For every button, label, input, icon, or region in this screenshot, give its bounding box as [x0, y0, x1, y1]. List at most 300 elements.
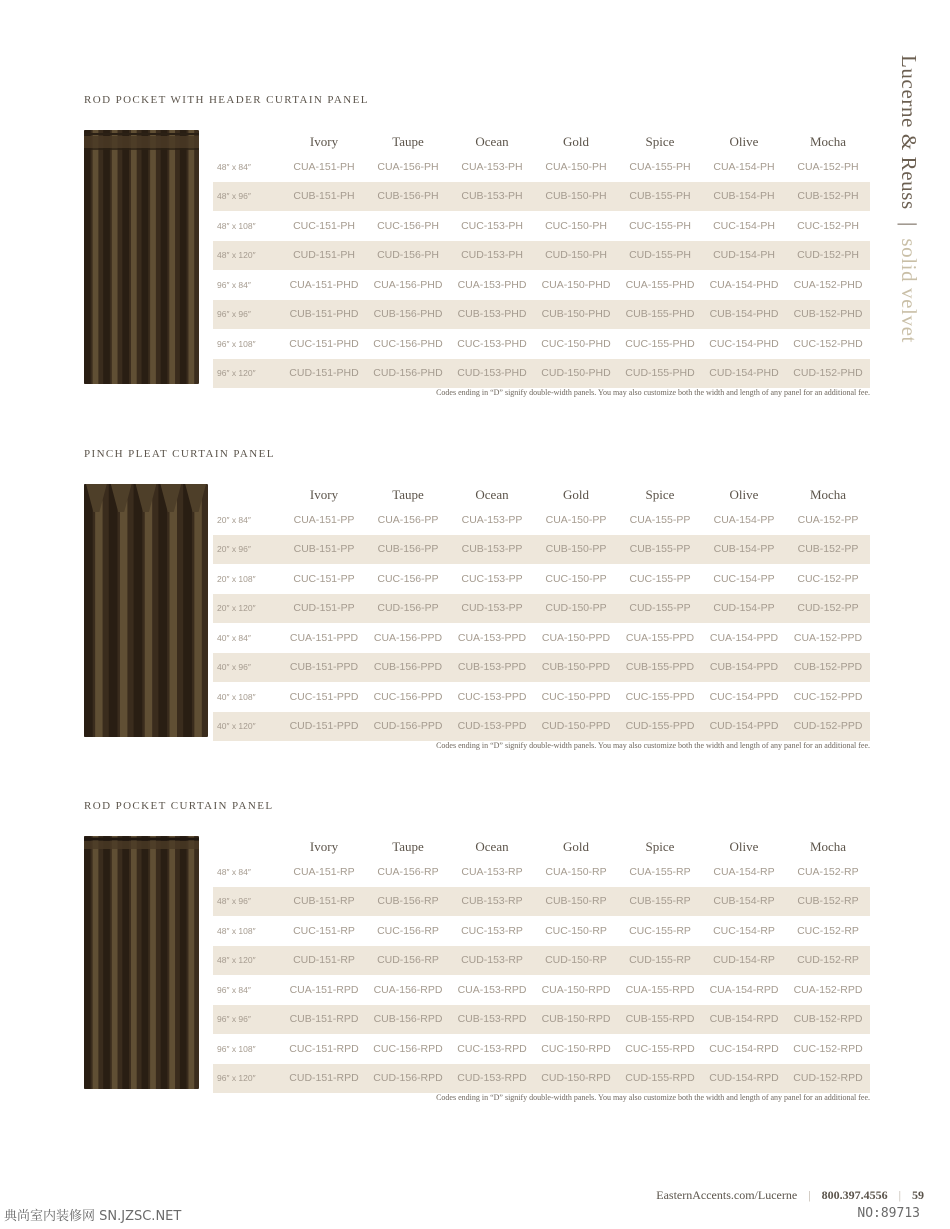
product-code-cell: CUB-155-PPD	[618, 653, 702, 683]
size-cell: 96″ x 84″	[217, 279, 251, 290]
product-code-cell: CUC-155-RP	[629, 924, 691, 937]
table-row	[213, 535, 870, 565]
product-code-cell: CUA-152-PH	[797, 160, 859, 173]
table-row	[213, 564, 870, 594]
size-cell: 48″ x 84″	[217, 866, 251, 877]
product-code-cell: CUA-156-PPD	[373, 631, 443, 644]
double-width-note: Codes ending in “D” signify double-width panels. You may also customize both the width and length of any panel for an additional fee.	[436, 1093, 870, 1102]
product-code-cell: CUB-151-PHD	[282, 300, 366, 330]
color-header: Ivory	[309, 134, 339, 149]
product-code-cell: CUC-153-RP	[461, 924, 523, 937]
table-row	[213, 241, 870, 271]
product-code-cell: CUA-151-PPD	[289, 631, 359, 644]
curtain-fold-highlight	[95, 484, 102, 737]
color-header: Mocha	[809, 487, 847, 502]
product-code-cell: CUB-152-RPD	[786, 1005, 870, 1035]
product-code-cell: CUB-155-PP	[618, 535, 702, 565]
curtain-pinch-pleat-image	[84, 484, 208, 737]
product-code-cell: CUB-151-RP	[282, 887, 366, 917]
product-code-cell: CUB-153-RPD	[450, 1005, 534, 1035]
product-code-cell: CUB-152-PHD	[786, 300, 870, 330]
footer-phone: 800.397.4556	[821, 1188, 888, 1202]
product-code-cell: CUD-155-PHD	[618, 359, 702, 389]
product-code-cell: CUD-155-PPD	[618, 712, 702, 742]
product-code-cell: CUC-156-PHD	[373, 337, 443, 350]
curtain-fold-shadow	[183, 484, 192, 737]
size-cell: 40″ x 84″	[217, 632, 251, 643]
product-code-cell: CUD-155-RPD	[618, 1064, 702, 1094]
product-code-cell: CUD-150-RPD	[534, 1064, 618, 1094]
table-row	[213, 1064, 870, 1094]
product-code-cell: CUB-154-PP	[702, 535, 786, 565]
color-header: Ivory	[309, 839, 339, 854]
size-cell: 20″ x 120″	[213, 594, 282, 624]
section-title: ROD POCKET CURTAIN PANEL	[84, 800, 274, 812]
product-code-cell: CUC-156-PPD	[373, 690, 443, 703]
product-code-cell: CUA-150-PHD	[541, 278, 611, 291]
curtain-fold-highlight	[131, 836, 137, 1089]
curtain-fold-shadow	[134, 484, 143, 737]
color-header: Taupe	[392, 487, 424, 502]
table-row	[213, 152, 870, 182]
color-header: Gold	[563, 487, 589, 502]
section-title: PINCH PLEAT CURTAIN PANEL	[84, 448, 275, 460]
product-code-cell: CUA-156-PHD	[373, 278, 443, 291]
color-header: Gold	[563, 134, 589, 149]
color-header: Olive	[729, 839, 759, 854]
curtain-fold-highlight	[170, 484, 177, 737]
brand-separator: |	[897, 221, 921, 227]
product-code-cell: CUA-150-RPD	[541, 983, 611, 996]
color-header: Ocean	[475, 839, 509, 854]
product-code-cell: CUB-156-PP	[366, 535, 450, 565]
product-code-cell: CUD-152-PHD	[786, 359, 870, 389]
page-footer	[656, 1188, 924, 1203]
product-code-cell: CUD-153-PHD	[450, 359, 534, 389]
table-row	[213, 300, 870, 330]
product-code-cell: CUD-151-PH	[282, 241, 366, 271]
product-code-cell: CUB-156-PH	[366, 182, 450, 212]
product-code-cell: CUB-154-RP	[702, 887, 786, 917]
table-row	[213, 857, 870, 887]
table-row	[213, 916, 870, 946]
product-code-cell: CUB-153-PPD	[450, 653, 534, 683]
product-code-cell: CUC-151-RP	[293, 924, 355, 937]
size-cell: 20″ x 96″	[213, 535, 282, 565]
color-header: Olive	[729, 134, 759, 149]
product-code-cell: CUC-153-PPD	[457, 690, 527, 703]
product-code-cell: CUD-150-PH	[534, 241, 618, 271]
product-code-cell: CUB-152-RP	[786, 887, 870, 917]
product-code-cell: CUC-154-RPD	[709, 1042, 779, 1055]
product-code-cell: CUA-151-RP	[293, 865, 355, 878]
product-code-cell: CUA-153-PP	[461, 513, 523, 526]
color-header: Mocha	[809, 134, 847, 149]
table-row	[213, 887, 870, 917]
brand-name: Lucerne & Reuss	[897, 55, 921, 210]
table-row	[213, 712, 870, 742]
product-code-cell: CUA-154-RPD	[709, 983, 779, 996]
curtain-fold-shadow	[109, 484, 118, 737]
product-code-cell: CUD-156-PP	[366, 594, 450, 624]
product-code-cell: CUD-155-PH	[618, 241, 702, 271]
size-cell: 20″ x 108″	[217, 573, 256, 584]
product-code-cell: CUD-150-PP	[534, 594, 618, 624]
curtain-fold-highlight	[120, 484, 127, 737]
curtain-fold-shadow	[142, 130, 149, 384]
table-row	[213, 359, 870, 389]
product-code-cell: CUD-154-PHD	[702, 359, 786, 389]
product-code-cell: CUA-152-PP	[797, 513, 859, 526]
curtain-fold-highlight	[112, 130, 118, 384]
product-code-cell: CUC-153-RPD	[457, 1042, 527, 1055]
price-code-table	[213, 833, 870, 1093]
product-code-cell: CUA-156-PH	[377, 160, 439, 173]
product-code-cell: CUD-152-PPD	[786, 712, 870, 742]
product-code-cell: CUB-154-PHD	[702, 300, 786, 330]
product-code-cell: CUD-153-PH	[450, 241, 534, 271]
curtain-fold-shadow	[122, 130, 129, 384]
product-code-cell: CUB-155-RPD	[618, 1005, 702, 1035]
product-code-cell: CUA-156-RPD	[373, 983, 443, 996]
curtain-fold-shadow	[84, 484, 93, 737]
curtain-fold-shadow	[161, 836, 168, 1089]
product-code-cell: CUD-151-PHD	[282, 359, 366, 389]
curtain-fold-shadow	[180, 130, 187, 384]
product-code-cell: CUD-150-PHD	[534, 359, 618, 389]
product-code-cell: CUC-152-RP	[797, 924, 859, 937]
size-cell: 48″ x 96″	[213, 887, 282, 917]
curtain-fold-highlight	[93, 130, 99, 384]
footer-url[interactable]: EasternAccents.com/Lucerne	[656, 1188, 798, 1202]
color-header: Mocha	[809, 839, 847, 854]
product-code-cell: CUC-152-PHD	[793, 337, 863, 350]
product-code-cell: CUC-151-PP	[293, 572, 355, 585]
color-header: Spice	[645, 134, 675, 149]
product-code-cell: CUB-153-PH	[450, 182, 534, 212]
table-row	[213, 682, 870, 712]
product-code-cell: CUC-151-RPD	[289, 1042, 359, 1055]
product-code-cell: CUC-154-PPD	[709, 690, 779, 703]
curtain-fold-shadow	[180, 836, 187, 1089]
table-row	[213, 329, 870, 359]
product-code-cell: CUB-156-RPD	[366, 1005, 450, 1035]
size-cell: 96″ x 120″	[213, 359, 282, 389]
curtain-fold-shadow	[84, 130, 91, 384]
product-code-cell: CUD-150-PPD	[534, 712, 618, 742]
product-code-cell: CUB-154-RPD	[702, 1005, 786, 1035]
product-code-cell: CUD-154-PPD	[702, 712, 786, 742]
size-cell: 20″ x 84″	[217, 514, 251, 525]
product-code-cell: CUA-153-PPD	[457, 631, 527, 644]
product-code-cell: CUC-151-PHD	[289, 337, 359, 350]
product-code-cell: CUA-153-RPD	[457, 983, 527, 996]
size-cell: 96″ x 108″	[217, 338, 256, 349]
curtain-fold-highlight	[150, 130, 156, 384]
product-code-cell: CUA-156-RP	[377, 865, 439, 878]
product-code-cell: CUB-156-PPD	[366, 653, 450, 683]
size-cell: 40″ x 108″	[217, 691, 256, 702]
product-code-cell: CUA-152-RPD	[793, 983, 863, 996]
table-row	[213, 975, 870, 1005]
size-cell: 96″ x 84″	[217, 984, 251, 995]
product-code-cell: CUC-156-RP	[377, 924, 439, 937]
product-code-cell: CUC-152-PPD	[793, 690, 863, 703]
size-cell: 48″ x 84″	[217, 161, 251, 172]
product-code-cell: CUC-153-PHD	[457, 337, 527, 350]
curtain-fold-highlight	[150, 836, 156, 1089]
table-row	[213, 653, 870, 683]
product-code-cell: CUC-150-PHD	[541, 337, 611, 350]
curtain-rod-pocket-image	[84, 836, 199, 1089]
double-width-note: Codes ending in “D” signify double-width panels. You may also customize both the width and length of any panel for an additional fee.	[436, 388, 870, 397]
product-code-cell: CUD-154-PP	[702, 594, 786, 624]
product-code-cell: CUC-156-PP	[377, 572, 439, 585]
curtain-fold-highlight	[145, 484, 152, 737]
product-code-cell: CUA-155-PHD	[625, 278, 695, 291]
brand-title	[896, 55, 921, 343]
product-code-cell: CUD-150-RP	[534, 946, 618, 976]
curtain-fold-highlight	[169, 130, 175, 384]
product-code-cell: CUB-154-PPD	[702, 653, 786, 683]
product-code-cell: CUD-153-RPD	[450, 1064, 534, 1094]
product-code-cell: CUD-151-RPD	[282, 1064, 366, 1094]
product-code-cell: CUC-150-RP	[545, 924, 607, 937]
product-code-cell: CUA-156-PP	[377, 513, 439, 526]
product-code-cell: CUB-150-PHD	[534, 300, 618, 330]
watermark-right: NO:89713	[857, 1206, 920, 1221]
footer-divider: |	[898, 1188, 901, 1202]
product-code-cell: CUB-156-RP	[366, 887, 450, 917]
size-cell: 96″ x 120″	[213, 1064, 282, 1094]
product-code-cell: CUD-153-PPD	[450, 712, 534, 742]
product-code-cell: CUD-151-PP	[282, 594, 366, 624]
size-cell: 40″ x 120″	[213, 712, 282, 742]
product-code-cell: CUC-156-PH	[377, 219, 439, 232]
product-code-cell: CUB-150-RPD	[534, 1005, 618, 1035]
product-code-cell: CUB-150-PP	[534, 535, 618, 565]
product-code-cell: CUC-154-PP	[713, 572, 775, 585]
table-row	[213, 594, 870, 624]
product-code-cell: CUA-155-PPD	[625, 631, 695, 644]
product-code-cell: CUA-152-PHD	[793, 278, 863, 291]
product-code-cell: CUD-151-RP	[282, 946, 366, 976]
product-code-cell: CUC-154-RP	[713, 924, 775, 937]
product-code-cell: CUA-152-PPD	[793, 631, 863, 644]
curtain-rod-pocket-header-image	[84, 130, 199, 384]
product-code-cell: CUA-151-RPD	[289, 983, 359, 996]
curtain-fold-highlight	[188, 836, 194, 1089]
table-row	[213, 1005, 870, 1035]
table-header-row	[213, 128, 870, 152]
product-code-cell: CUB-153-PP	[450, 535, 534, 565]
curtain-fold-highlight	[188, 130, 194, 384]
curtain-fold-shadow	[161, 130, 168, 384]
curtain-svg	[84, 484, 208, 737]
double-width-note: Codes ending in “D” signify double-width panels. You may also customize both the width and length of any panel for an additional fee.	[436, 741, 870, 750]
product-code-cell: CUB-155-RP	[618, 887, 702, 917]
product-code-cell: CUA-154-PHD	[709, 278, 779, 291]
product-code-cell: CUD-154-RPD	[702, 1064, 786, 1094]
product-code-cell: CUA-151-PP	[293, 513, 355, 526]
product-code-cell: CUB-153-RP	[450, 887, 534, 917]
product-code-cell: CUA-155-RPD	[625, 983, 695, 996]
product-code-cell: CUD-152-RP	[786, 946, 870, 976]
product-code-cell: CUC-155-PPD	[625, 690, 695, 703]
color-header: Ocean	[475, 487, 509, 502]
size-cell: 96″ x 108″	[217, 1043, 256, 1054]
product-code-cell: CUA-150-PPD	[541, 631, 611, 644]
size-cell: 48″ x 96″	[213, 182, 282, 212]
table-row	[213, 270, 870, 300]
product-code-cell: CUB-151-PH	[282, 182, 366, 212]
section-title: ROD POCKET WITH HEADER CURTAIN PANEL	[84, 94, 369, 106]
curtain-fold-shadow	[103, 130, 110, 384]
product-code-cell: CUD-153-RP	[450, 946, 534, 976]
curtain-fold-highlight	[131, 130, 137, 384]
product-code-cell: CUD-152-PP	[786, 594, 870, 624]
curtain-fold-shadow	[103, 836, 110, 1089]
curtain-fold-shadow	[142, 836, 149, 1089]
product-code-cell: CUD-153-PP	[450, 594, 534, 624]
product-code-cell: CUC-155-PHD	[625, 337, 695, 350]
product-code-cell: CUC-150-RPD	[541, 1042, 611, 1055]
product-code-cell: CUA-153-RP	[461, 865, 523, 878]
product-code-cell: CUD-156-PPD	[366, 712, 450, 742]
table-header-row	[213, 833, 870, 857]
curtain-fold-highlight	[169, 836, 175, 1089]
color-header: Taupe	[392, 134, 424, 149]
product-code-cell: CUA-155-PH	[629, 160, 691, 173]
product-code-cell: CUC-150-PPD	[541, 690, 611, 703]
product-code-cell: CUA-154-RP	[713, 865, 775, 878]
size-column-header	[213, 481, 282, 505]
product-code-cell: CUC-153-PP	[461, 572, 523, 585]
product-code-cell: CUA-154-PP	[713, 513, 775, 526]
price-code-table	[213, 128, 870, 388]
product-code-cell: CUC-155-RPD	[625, 1042, 695, 1055]
product-code-cell: CUB-151-PP	[282, 535, 366, 565]
watermark-left: 典尚室内装修网 SN.JZSC.NET	[4, 1209, 182, 1224]
color-header: Gold	[563, 839, 589, 854]
color-header: Olive	[729, 487, 759, 502]
product-code-cell: CUB-154-PH	[702, 182, 786, 212]
size-cell: 96″ x 96″	[213, 300, 282, 330]
product-code-cell: CUA-152-RP	[797, 865, 859, 878]
product-code-cell: CUB-150-RP	[534, 887, 618, 917]
size-cell: 48″ x 120″	[213, 241, 282, 271]
color-header: Ocean	[475, 134, 509, 149]
product-code-cell: CUC-154-PH	[713, 219, 775, 232]
product-code-cell: CUC-154-PHD	[709, 337, 779, 350]
product-code-cell: CUA-154-PH	[713, 160, 775, 173]
curtain-fold-shadow	[122, 836, 129, 1089]
product-code-cell: CUC-155-PP	[629, 572, 691, 585]
product-code-cell: CUC-151-PPD	[289, 690, 359, 703]
table-row	[213, 623, 870, 653]
product-code-cell: CUB-150-PH	[534, 182, 618, 212]
color-header: Ivory	[309, 487, 339, 502]
product-code-cell: CUD-154-PH	[702, 241, 786, 271]
product-code-cell: CUB-153-PHD	[450, 300, 534, 330]
product-code-cell: CUD-156-RPD	[366, 1064, 450, 1094]
product-code-cell: CUC-152-PP	[797, 572, 859, 585]
product-code-cell: CUC-150-PH	[545, 219, 607, 232]
product-code-cell: CUA-150-PH	[545, 160, 607, 173]
product-code-cell: CUD-156-PH	[366, 241, 450, 271]
table-header-row	[213, 481, 870, 505]
size-cell: 48″ x 108″	[217, 925, 256, 936]
product-code-cell: CUA-154-PPD	[709, 631, 779, 644]
product-code-cell: CUB-150-PPD	[534, 653, 618, 683]
collection-name: solid velvet	[897, 238, 921, 343]
curtain-svg	[84, 836, 199, 1089]
product-code-cell: CUC-153-PH	[461, 219, 523, 232]
table-row	[213, 946, 870, 976]
product-code-cell: CUA-150-RP	[545, 865, 607, 878]
table-row	[213, 211, 870, 241]
product-code-cell: CUA-151-PH	[293, 160, 355, 173]
product-code-cell: CUA-153-PHD	[457, 278, 527, 291]
product-code-cell: CUC-151-PH	[293, 219, 355, 232]
size-cell: 48″ x 120″	[213, 946, 282, 976]
curtain-fold-shadow	[84, 836, 91, 1089]
color-header: Taupe	[392, 839, 424, 854]
product-code-cell: CUB-152-PP	[786, 535, 870, 565]
page-number: 59	[912, 1188, 924, 1202]
size-column-header	[213, 128, 282, 152]
table-row	[213, 182, 870, 212]
product-code-cell: CUD-156-PHD	[366, 359, 450, 389]
product-code-cell: CUA-155-PP	[629, 513, 691, 526]
product-code-cell: CUA-151-PHD	[289, 278, 359, 291]
product-code-cell: CUB-151-PPD	[282, 653, 366, 683]
product-code-cell: CUA-150-PP	[545, 513, 607, 526]
product-code-cell: CUC-156-RPD	[373, 1042, 443, 1055]
product-code-cell: CUB-152-PPD	[786, 653, 870, 683]
footer-divider: |	[808, 1188, 811, 1202]
curtain-fold-highlight	[93, 836, 99, 1089]
product-code-cell: CUD-155-PP	[618, 594, 702, 624]
product-code-cell: CUD-154-RP	[702, 946, 786, 976]
product-code-cell: CUB-155-PHD	[618, 300, 702, 330]
curtain-fold-shadow	[158, 484, 167, 737]
product-code-cell: CUC-155-PH	[629, 219, 691, 232]
product-code-cell: CUB-156-PHD	[366, 300, 450, 330]
curtain-fold-highlight	[194, 484, 201, 737]
product-code-cell: CUD-152-RPD	[786, 1064, 870, 1094]
product-code-cell: CUD-156-RP	[366, 946, 450, 976]
size-column-header	[213, 833, 282, 857]
color-header: Spice	[645, 839, 675, 854]
product-code-cell: CUB-152-PH	[786, 182, 870, 212]
curtain-fold-highlight	[112, 836, 118, 1089]
product-code-cell: CUB-151-RPD	[282, 1005, 366, 1035]
product-code-cell: CUC-150-PP	[545, 572, 607, 585]
size-cell: 40″ x 96″	[213, 653, 282, 683]
product-code-cell: CUA-153-PH	[461, 160, 523, 173]
curtain-svg	[84, 130, 199, 384]
product-code-cell: CUA-155-RP	[629, 865, 691, 878]
size-cell: 96″ x 96″	[213, 1005, 282, 1035]
product-code-cell: CUC-152-RPD	[793, 1042, 863, 1055]
table-row	[213, 505, 870, 535]
price-code-table	[213, 481, 870, 741]
table-row	[213, 1034, 870, 1064]
color-header: Spice	[645, 487, 675, 502]
size-cell: 48″ x 108″	[217, 220, 256, 231]
product-code-cell: CUC-152-PH	[797, 219, 859, 232]
